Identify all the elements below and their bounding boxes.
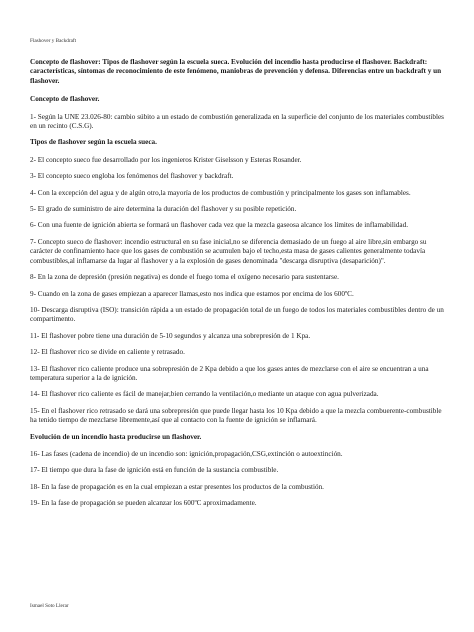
paragraph: 8- En la zona de depresión (presión negativa) es donde el fuego toma el oxígeno necesario para sustentarse. <box>30 273 339 282</box>
paragraph: 5- El grado de suministro de aire determina la duración del flashover y su posible repetición. <box>30 205 297 214</box>
paragraph: 3- El concepto sueco engloba los fenómenos del flashover y backdraft. <box>30 172 234 181</box>
page-footer: Ismael Soto Llerar <box>30 603 69 609</box>
paragraph: 7- Concepto sueco de flashover: incendio estructural en su fase inicial,no se diferencia demasiado de un fuego al aire libre,sin embargo su carácter de confinamiento hace que los gases de combustión se acumulen bajo el techo,esta masa de gases calientes generalmente todavía combustibles,al inflamarse da lugar al flashover y a la explosión de gases denominada "descarga disruptiva (desaparición)". <box>30 237 427 265</box>
paragraph: 9- Cuando en la zona de gases empiezan a aparecer llamas,esto nos indica que estamos por encima de los 600ºC. <box>30 289 354 298</box>
paragraph: 12- El flashover rico se divide en caliente y retrasado. <box>30 348 185 357</box>
paragraph: 10- Descarga disruptiva (ISO): transición rápida a un estado de propagación total de un fuego de todos los materiales combustibles dentro de un compartimento. <box>30 305 444 324</box>
paragraph: 11- El flashover pobre tiene una duración de 5-10 segundos y alcanza una sobrepresión de 1 Kpa. <box>30 331 311 340</box>
paragraph: 4- Con la excepción del agua y de algún otro,la mayoría de los productos de combustión y principalmente los gases son inflamables. <box>30 188 411 197</box>
paragraph: 15- En el flashover rico retrasado se dará una sobrepresión que puede llegar hasta los 10 Kpa debido a que la mezcla combuerente-combustible ha tenido tiempo de mezclarse libremente,así que al contacto con la fuente de ignición se inflamará. <box>30 406 442 425</box>
paragraph: 1- Según la UNE 23.026-80: cambio súbito a un estado de combustión generalizada en la superficie del conjunto de los materiales combustibles en un recinto (C.S.G). <box>30 112 444 131</box>
running-header: Flashover y Backdraft <box>30 38 77 44</box>
paragraph: 16- Las fases (cadena de incendio) de un incendio son: ignición,propagación,CSG,extinción o autoextinción. <box>30 449 343 458</box>
paragraph: 13- El flashover rico caliente produce una sobrepresión de 2 Kpa debido a que los gases antes de mezclarse con el aire se encuentran a una temperatura superior a la de ignición. <box>30 364 429 382</box>
document-title: Concepto de flashover: Tipos de flashover según la escuela sueca. Evolución del incendio hasta producirse el flashover. Backdraft: características, síntomas de reconocimiento de este fenómeno, maniobras de prevención y defensa. Diferencias entre un backdraft y un flashover. <box>30 58 442 85</box>
paragraph: 2- El concepto sueco fue desarrollado por los ingenieros Krister Giselsson y Esteras Rosander. <box>30 155 302 164</box>
paragraph: 6- Con una fuente de ignición abierta se formará un flashover cada vez que la mezcla gaseosa alcance los límites de inflamabilidad. <box>30 221 408 230</box>
paragraph: 17- El tiempo que dura la fase de ignición está en función de la sustancia combustible. <box>30 466 279 475</box>
section-heading: Evolución de un incendio hasta producirse un flashover. <box>30 432 202 441</box>
paragraph: 19- En la fase de propagación se pueden alcanzar los 600ºC aproximadamente. <box>30 499 257 508</box>
section-heading: Tipos de flashover según la escuela sueca. <box>30 138 157 147</box>
paragraph: 18- En la fase de propagación es en la cual empiezan a estar presentes los productos de la combustión. <box>30 482 324 491</box>
paragraph: 14- El flashover rico caliente es fácil de manejar,bien cerrando la ventilación,o mediante un ataque con agua pulverizada. <box>30 390 379 399</box>
section-heading: Concepto de flashover. <box>30 95 100 104</box>
